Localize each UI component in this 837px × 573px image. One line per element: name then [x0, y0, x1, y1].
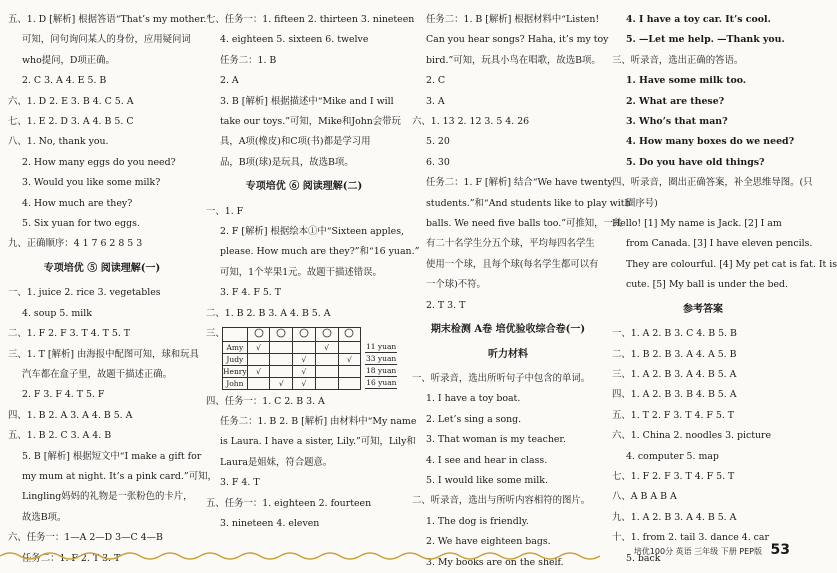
text-line: 听力材料: [488, 348, 528, 360]
text-line: 3. F 4. T: [220, 477, 260, 489]
text-line: 2. T 3. T: [426, 299, 466, 311]
text-line: 十、1. from 2. tail 3. dance 4. car: [612, 532, 769, 544]
text-line: 四、1. A 2. B 3. B 4. B 5. A: [612, 389, 737, 401]
text-line: 七、1. E 2. D 3. A 4. B 5. C: [8, 116, 134, 128]
text-line: 2. How many eggs do you need?: [22, 156, 176, 168]
text-line: 3. My books are on the shelf.: [426, 556, 564, 568]
grid-header-cell: [315, 327, 338, 341]
text-line: 七、任务一：1. fifteen 2. thirteen 3. nineteen: [206, 14, 415, 25]
text-line: 5. B [解析] 根据短文中“I make a gift for: [22, 450, 202, 462]
text-line: 五、1. D [解析] 根据答语“That’s my mother.”: [8, 14, 212, 25]
text-line: 三、1. A 2. B 3. A 4. B 5. A: [612, 368, 737, 380]
text-line: 九、正确顺序：4 1 7 6 2 8 5 3: [8, 238, 143, 250]
footer-text: 培优100分 英语 三年级 下册 PEP版: [633, 547, 762, 556]
grid-cell: [270, 341, 293, 353]
text-line: 任务二：1. B [解析] 根据材料中“Listen!: [426, 14, 600, 25]
text-line: 专项培优 ⑥ 阅读理解(二): [245, 181, 363, 193]
column-3: [412, 10, 631, 573]
grid-cell: √: [293, 353, 316, 365]
grid-cell: √: [293, 377, 316, 389]
text-line: take our toys.”可知，Mike和John会带玩: [220, 116, 401, 128]
text-line: 2. F 3. F 4. T 5. F: [22, 389, 105, 401]
text-line: bird.”可知，玩具小鸟在唱歌，故选B项。: [426, 54, 601, 66]
text-line: 2. What are these?: [626, 95, 725, 107]
text-line: is Laura. I have a sister, Lily.”可知，Lily和: [220, 436, 416, 448]
text-line: 4. computer 5. map: [626, 450, 719, 462]
grid-cell: √: [247, 341, 270, 353]
text-line: 二、1. B 2. B 3. A 4. B 5. A: [206, 307, 331, 319]
grid-name-cell: John: [223, 377, 248, 389]
text-line: 3. Would you like some milk?: [22, 177, 161, 189]
text-line: 六、1. D 2. E 3. B 4. C 5. A: [8, 95, 134, 107]
text-line: 品，B项(球)是玩具，故选B项。: [220, 156, 354, 168]
text-line: 1. Have some milk too.: [626, 75, 747, 87]
text-line: 可知，1个苹果1元。故题干描述错误。: [220, 266, 382, 278]
text-line: 5. back: [626, 552, 661, 564]
text-line: 七、1. F 2. F 3. T 4. F 5. T: [612, 470, 735, 482]
text-line: 2. Let’s sing a song.: [426, 413, 522, 425]
grid-name-cell: Henry: [223, 366, 247, 376]
text-line: who提问，D项正确。: [22, 54, 115, 66]
text-line: 有二十名学生分五个球，平均每四名学生: [426, 238, 595, 250]
text-line: 可知，问句询问某人的身份，应用疑问词: [22, 34, 191, 46]
text-line: 3. That woman is my teacher.: [426, 434, 566, 446]
text-line: Hello! [1] My name is Jack. [2] I am: [612, 218, 782, 230]
text-line: cute. [5] My ball is under the bed.: [626, 279, 789, 291]
page-footer: [634, 542, 790, 558]
page-number: 53: [770, 542, 790, 558]
text-line: 二、1. B 2. B 3. A 4. A 5. B: [612, 348, 737, 360]
text-line: 5. Do you have old things?: [626, 156, 765, 168]
text-line: please. How much are they?”和“16 yuan.”: [220, 246, 420, 258]
column-2: [206, 10, 420, 534]
grid-cell: [247, 377, 270, 389]
text-line: 汽车都在盒子里，故题干描述正确。: [22, 368, 173, 380]
text-line: 八、A B A B A: [612, 491, 677, 503]
text-line: 使用一个球，且每个球(每名学生都可以有: [426, 258, 599, 270]
grid-name-cell: Amy: [223, 341, 248, 353]
text-line: 5. I would like some milk.: [426, 474, 548, 486]
grid-name-cell: Judy: [223, 353, 248, 365]
grid-yuan: 16 yuan: [366, 378, 397, 387]
text-line: 三、1. T [解析] 由海报中配图可知，球和玩具: [8, 348, 199, 360]
text-line: 四、任务一：1. C 2. B 3. A: [206, 395, 325, 407]
text-line: 任务二：1. F [解析] 结合“We have twenty: [426, 177, 613, 189]
price-grid: [206, 327, 402, 390]
grid-cell: √: [338, 353, 361, 365]
grid-cell: √: [270, 377, 293, 389]
grid-header-cell: [223, 327, 248, 341]
text-line: 具，A项(橡皮)和C项(书)都是学习用: [220, 136, 371, 148]
text-line: 3. Who’s that man?: [626, 116, 728, 128]
text-line: 5. 20: [426, 136, 450, 148]
text-line: 4. I see and hear in class.: [426, 454, 548, 466]
text-line: from Canada. [3] I have eleven pencils.: [626, 238, 813, 250]
text-line: Laura是姐妹，符合题意。: [220, 456, 333, 468]
grid-yuan: 33 yuan: [365, 354, 397, 363]
text-line: 2. A: [220, 75, 239, 87]
text-line: balls. We need five balls too.”可推知，一共: [426, 218, 623, 230]
grid-header-cell: [247, 327, 270, 341]
grid-cell: [315, 365, 338, 377]
text-line: 4. eighteen 5. sixteen 6. twelve: [220, 34, 369, 46]
text-line: 二、听录音，选出与所听内容相符的图片。: [412, 495, 591, 507]
text-line: 2. F [解析] 根据绘本①中“Sixteen apples,: [220, 226, 405, 238]
text-line: 六、1. China 2. noodles 3. picture: [612, 430, 772, 442]
grid-cell: [270, 353, 293, 365]
grid-cell: [338, 341, 361, 353]
grid-cell: [315, 377, 338, 389]
text-line: 4. How much are they?: [22, 197, 133, 209]
text-line: 任务二：1. B: [220, 54, 277, 66]
text-line: 任务二：1. B 2. B [解析] 由材料中“My name: [220, 415, 417, 427]
text-line: 二、1. F 2. F 3. T 4. T 5. T: [8, 328, 131, 340]
grid-cell: [270, 365, 293, 377]
grid-yuan: 11 yuan: [365, 342, 397, 351]
text-line: 5. —Let me help. —Thank you.: [626, 34, 785, 46]
text-line: students.”和“And students like to play with: [426, 197, 631, 209]
text-line: 四、1. B 2. A 3. A 4. B 5. A: [8, 409, 133, 421]
column-1: [8, 10, 217, 569]
text-line: 一、听录音，选出所听句子中包含的单词。: [412, 372, 591, 384]
grid-cell: [293, 341, 316, 353]
text-line: 五、任务一：1. eighteen 2. fourteen: [206, 497, 372, 509]
text-line: 一个球)不符。: [426, 279, 486, 291]
text-line: 3. F 4. F 5. T: [220, 287, 281, 299]
text-line: 期末检测 A卷 培优验收综合卷(一): [430, 324, 586, 336]
text-line: my mum at night. It’s a pink card.”可知，: [22, 470, 217, 482]
grid-cell: √: [315, 341, 338, 353]
grid-cell: √: [293, 365, 316, 377]
text-line: 圈序号): [626, 197, 658, 209]
text-line: 5. Six yuan for two eggs.: [22, 218, 140, 230]
text-line: 一、1. F: [206, 205, 244, 217]
text-line: 八、1. No, thank you.: [8, 136, 109, 148]
text-line: 四、听录音，圈出正确答案，补全思维导图。(只: [612, 177, 813, 189]
text-line: 一、1. A 2. B 3. C 4. B 5. B: [612, 328, 737, 340]
text-line: 2. We have eighteen bags.: [426, 536, 551, 548]
grid-header-cell: [270, 327, 293, 341]
text-line: 3. B [解析] 根据描述中“Mike and I will: [220, 95, 394, 107]
text-line: 九、1. A 2. B 3. A 4. B 5. A: [612, 511, 737, 523]
text-line: 4. I have a toy car. It’s cool.: [626, 14, 771, 25]
grid-cell: [338, 377, 361, 389]
text-line: 参考答案: [683, 303, 723, 315]
text-line: 五、1. T 2. F 3. T 4. F 5. T: [612, 409, 735, 421]
grid-yuan: 18 yuan: [365, 366, 397, 375]
text-line: 三、听录音，选出正确的答语。: [612, 54, 744, 66]
text-line: 一、1. juice 2. rice 3. vegetables: [8, 287, 161, 299]
text-line: 4. soup 5. milk: [22, 307, 92, 319]
grid-cell: [315, 353, 338, 365]
text-line: 1. The dog is friendly.: [426, 515, 529, 527]
grid-header-cell: [293, 327, 316, 341]
text-line: 六、1. 13 2. 12 3. 5 4. 26: [412, 116, 530, 128]
grid-header-cell: [338, 327, 361, 341]
text-line: Can you hear songs? Haha, it’s my toy: [426, 34, 609, 46]
text-line: 4. How many boxes do we need?: [626, 136, 795, 148]
text-line: 六、任务一：1—A 2—D 3—C 4—B: [8, 532, 163, 544]
text-line: 1. I have a toy boat.: [426, 393, 521, 405]
text-line: 五、1. B 2. C 3. A 4. B: [8, 430, 112, 442]
grid-cell: √: [247, 365, 270, 377]
text-line: 任务二：1. F 2. T 3. T: [22, 552, 121, 564]
text-line: 2. C: [426, 75, 446, 87]
text-line: 三、: [206, 328, 225, 340]
column-4: [612, 10, 837, 569]
text-line: 2. C 3. A 4. E 5. B: [22, 75, 107, 87]
text-line: 专项培优 ⑤ 阅读理解(一): [43, 262, 161, 274]
grid-cell: [338, 365, 361, 377]
text-line: Lingling妈妈的礼物是一张粉色的卡片，: [22, 491, 193, 503]
text-line: 3. A: [426, 95, 445, 107]
grid-cell: [247, 353, 270, 365]
text-line: 3. nineteen 4. eleven: [220, 517, 320, 529]
text-line: 故选B项。: [22, 511, 67, 523]
text-line: They are colourful. [4] My pet cat is fat. It is: [626, 258, 837, 270]
text-line: 6. 30: [426, 156, 450, 168]
